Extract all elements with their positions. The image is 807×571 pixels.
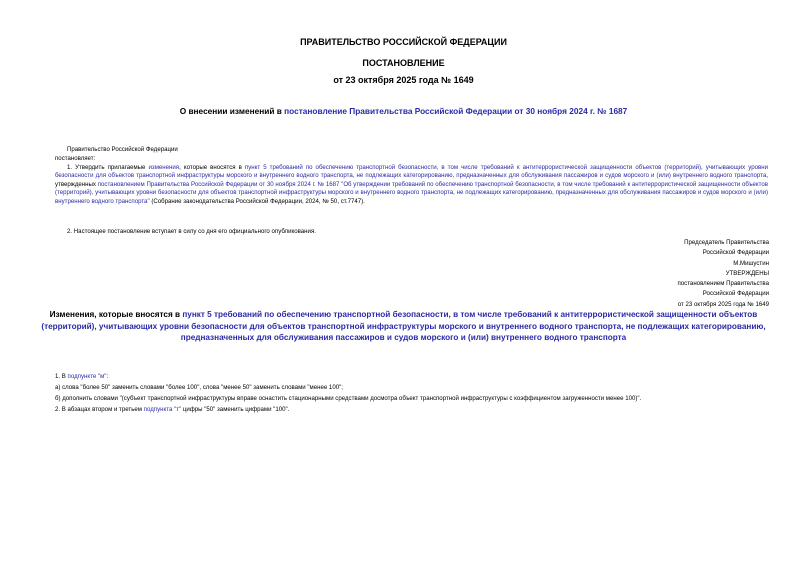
document-type: ПОСТАНОВЛЕНИЕ xyxy=(362,58,445,68)
approved-date: от 23 октября 2025 года № 1649 xyxy=(677,300,769,308)
link-subparagraph-t[interactable]: подпункта "т" xyxy=(143,406,182,413)
link-resolution-1687[interactable]: постановлением Правительства Российской Федерации от 30 ноября 2024 г. № 1687 "Об утверждении требований по обеспечению транспортной безопасности, в том числе требований к антитеррористической защищенности объектов (территорий), учитывающих уровни безопасности для объектов транспортной инфраструктуры морского и внутреннего водного транспорта, не подлежащих категорированию, предназначенных для обслуживания пассажиров и судов морского и (или) внутреннего водного транспорта" xyxy=(55,180,768,205)
change-item-1b: б) дополнить словами "(субъект транспортной инфраструктуры вправе оснастить стационарными средствами досмотра объект транспортной инфраструктуры с коэффициентом загруженности менее 100)". xyxy=(55,395,642,402)
document-title xyxy=(0,106,807,116)
link-changes[interactable]: изменения xyxy=(148,164,180,171)
government-name: ПРАВИТЕЛЬСТВО РОССИЙСКОЙ ФЕДЕРАЦИИ xyxy=(300,37,507,47)
document-date-number: от 23 октября 2025 года № 1649 xyxy=(333,75,474,85)
link-subparagraph-m[interactable]: подпункте "м" xyxy=(67,373,107,380)
title-link[interactable]: постановление Правительства Российской Федерации от 30 ноября 2024 г. № 1687 xyxy=(284,106,628,116)
link-paragraph-5[interactable]: пункт 5 требований по обеспечению транспортной безопасности, в том числе требований к антитеррористической защищенности объектов (территорий), учитывающих уровни безопасности для объектов транспортной инфраструктуры морского и внутреннего водного транспорта, не подлежащих категорированию, предназначенных для обслуживания пассажиров и судов морского и (или) внутреннего водного транспорта xyxy=(55,164,769,180)
body-line-resolves: постановляет: xyxy=(55,155,96,162)
body-line-government: Правительство Российской Федерации xyxy=(67,146,178,153)
signature-name: М.Мишустин xyxy=(733,259,769,267)
paragraph-2: 2. Настоящее постановление вступает в силу со дня его официального опубликования. xyxy=(67,228,316,235)
change-item-1a: а) слова "более 50" заменить словами "более 100", слова "менее 50" заменить словами "менее 100"; xyxy=(55,384,343,391)
change-item-1: 1. В подпункте "м": xyxy=(55,373,109,380)
annex-title: Изменения, которые вносятся в пункт 5 требований по обеспечению транспортной безопасности, в том числе требований к антитеррористической защищенности объектов (территорий), учитывающих уровни безопасности для объектов транспортной инфраструктуры морского и внутреннего водного транспорта, не подлежащих категорированию, предназначенных для обслуживания пассажиров и судов морского и (или) внутреннего водного транспорта xyxy=(41,310,766,342)
approved-by: постановлением Правительства xyxy=(677,280,769,288)
title-prefix: О внесении изменений в xyxy=(179,106,285,116)
signature-block xyxy=(677,238,769,310)
approved-label: УТВЕРЖДЕНЫ xyxy=(725,269,769,277)
signature-country: Российской Федерации xyxy=(702,249,769,257)
change-item-2: 2. В абзацах втором и третьем подпункта "т" цифры "50" заменить цифрами "100". xyxy=(55,406,290,413)
signature-position: Председатель Правительства xyxy=(684,239,769,246)
approved-country: Российской Федерации xyxy=(702,290,769,298)
paragraph-1: 1. Утвердить прилагаемые изменения, которые вносятся в пункт 5 требований по обеспечению транспортной безопасности, в том числе требований к антитеррористической защищенности объектов (территорий), учитывающих уровни безопасности для объектов транспортной инфраструктуры морского и внутреннего водного транспорта, не подлежащих категорированию, предназначенных для обслуживания пассажиров и судов морского и (или) внутреннего водного транспорта, утвержденных постановлением Правительства Российской Федерации от 30 ноября 2024 г. № 1687 "Об утверждении требований по обеспечению транспортной безопасности, в том числе требований к антитеррористической защищенности объектов (территорий), учитывающих уровни безопасности для объектов транспортной инфраструктуры морского и внутреннего водного транспорта, не подлежащих категорированию, предназначенных для обслуживания пассажиров и судов морского и (или) внутреннего водного транспорта" (Собрание законодательства Российской Федерации, 2024, № 50, ст.7747). xyxy=(55,164,769,205)
annex-title-link[interactable]: пункт 5 требований по обеспечению транспортной безопасности, в том числе требований к антитеррористической защищенности объектов (территорий), учитывающих уровни безопасности для объектов транспортной инфраструктуры морского и внутреннего водного транспорта, не подлежащих категорированию, предназначенных для обслуживания пассажиров и судов морского и (или) внутреннего водного транспорта xyxy=(41,310,766,342)
